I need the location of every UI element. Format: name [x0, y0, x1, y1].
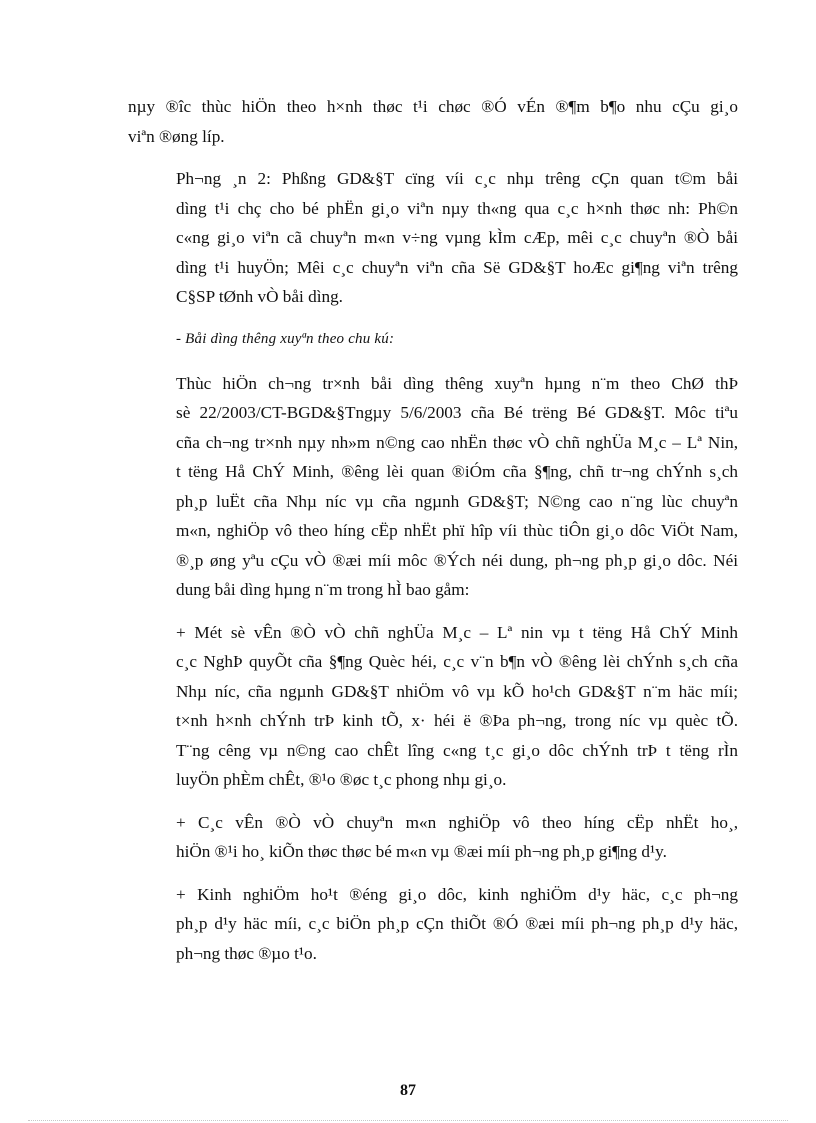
- text-line: cña ch¬ng tr×nh nµy nh»m n©ng cao nhËn thøc vÒ chñ nghÜa M¸c – Lª Nin,: [176, 432, 738, 452]
- text-line: + C¸c vÊn ®Ò vÒ chuyªn m«n nghiÖp vô theo híng cËp nhËt ho¸,: [176, 812, 738, 832]
- paragraph: [128, 618, 738, 795]
- text-line: Nhµ níc, cña ngµnh GD&§T nhiÖm vô vµ kÕ ho¹ch GD&§T n¨m häc míi;: [176, 681, 738, 701]
- text-line: + Kinh nghiÖm ho¹t ®éng gi¸o dôc, kinh nghiÖm d¹y häc, c¸c ph¬ng: [176, 884, 738, 904]
- text-line: dung båi dìng hµng n¨m trong hÌ bao gåm:: [176, 580, 470, 599]
- text-line: C§SP tØnh vÒ båi dìng.: [176, 287, 343, 306]
- page-body: [128, 92, 738, 981]
- paragraph: [128, 92, 738, 151]
- text-line: Thùc hiÖn ch¬ng tr×nh båi dìng thêng xuyªn hµng n¨m theo ChØ thÞ: [176, 373, 738, 393]
- text-line: dìng t¹i huyÖn; Mêi c¸c chuyªn viªn cña Së GD&§T hoÆc gi¶ng viªn trêng: [176, 257, 738, 277]
- paragraph: [128, 880, 738, 969]
- page-number: 87: [400, 1082, 416, 1099]
- text-line: luyÖn phÈm chÊt, ®¹o ®øc t¸c phong nhµ gi¸o.: [176, 770, 507, 789]
- text-line: ph¬ng thøc ®µo t¹o.: [176, 943, 317, 963]
- section-heading: - Båi dìng thêng xuyªn theo chu kú:: [176, 330, 395, 347]
- text-line: ®¸p øng yªu cÇu vÒ ®æi míi môc ®Ých néi dung, ph¬ng ph¸p gi¸o dôc. Néi: [176, 550, 738, 570]
- text-line: + Mét sè vÊn ®Ò vÒ chñ nghÜa M¸c – Lª nin vµ t tëng Hå ChÝ Minh: [176, 622, 738, 642]
- text-line: t×nh h×nh chÝnh trÞ kinh tÕ, x· héi ë ®Þa ph¬ng, trong níc vµ quèc tÕ.: [176, 711, 738, 730]
- paragraph: [128, 808, 738, 867]
- text-line: m«n, nghiÖp vô theo híng cËp nhËt phï hîp víi thùc tiÔn gi¸o dôc ViÖt Nam,: [176, 521, 738, 540]
- text-line: hiÖn ®¹i ho¸ kiÕn thøc thøc bé m«n vµ ®æi míi ph¬ng ph¸p gi¶ng d¹y.: [176, 842, 667, 861]
- text-line: nµy ®îc thùc hiÖn theo h×nh thøc t¹i chøc ®Ó vÉn ®¶m b¶o nhu cÇu gi¸o: [128, 97, 738, 116]
- paragraph: [128, 164, 738, 312]
- text-line: t tëng Hå ChÝ Minh, ®êng lèi quan ®iÓm cña §¶ng, chñ tr¬ng chÝnh s¸ch: [176, 462, 738, 481]
- text-line: c¸c NghÞ quyÕt cña §¶ng Quèc héi, c¸c v¨n b¶n vÒ ®êng lèi chÝnh s¸ch cña: [176, 652, 738, 671]
- footer-divider: [28, 1120, 788, 1121]
- text-line: sè 22/2003/CT-BGD&§Tngµy 5/6/2003 cña Bé trëng Bé GD&§T. Môc tiªu: [176, 403, 738, 422]
- text-line: dìng t¹i chç cho bé phËn gi¸o viªn nµy th«ng qua c¸c h×nh thøc nh: Ph©n: [176, 198, 738, 218]
- paragraph: [128, 369, 738, 605]
- text-line: viªn ®øng líp.: [128, 126, 225, 146]
- text-line: T¨ng cêng vµ n©ng cao chÊt lîng c«ng t¸c gi¸o dôc chÝnh trÞ t tëng rÌn: [176, 740, 738, 760]
- text-line: ph¸p d¹y häc míi, c¸c biÖn ph¸p cÇn thiÕt ®Ó ®æi míi ph¬ng ph¸p d¹y häc,: [176, 914, 738, 933]
- text-line: Ph¬ng ¸n 2: Phßng GD&§T cïng víi c¸c nhµ trêng cÇn quan t©m båi: [176, 169, 738, 188]
- text-line: c«ng gi¸o viªn cã chuyªn m«n v÷ng vµng kÌm cÆp, mêi c¸c chuyªn ®Ò båi: [176, 228, 738, 247]
- text-line: ph¸p luËt cña Nhµ níc vµ cña ngµnh GD&§T; N©ng cao n¨ng lùc chuyªn: [176, 491, 738, 511]
